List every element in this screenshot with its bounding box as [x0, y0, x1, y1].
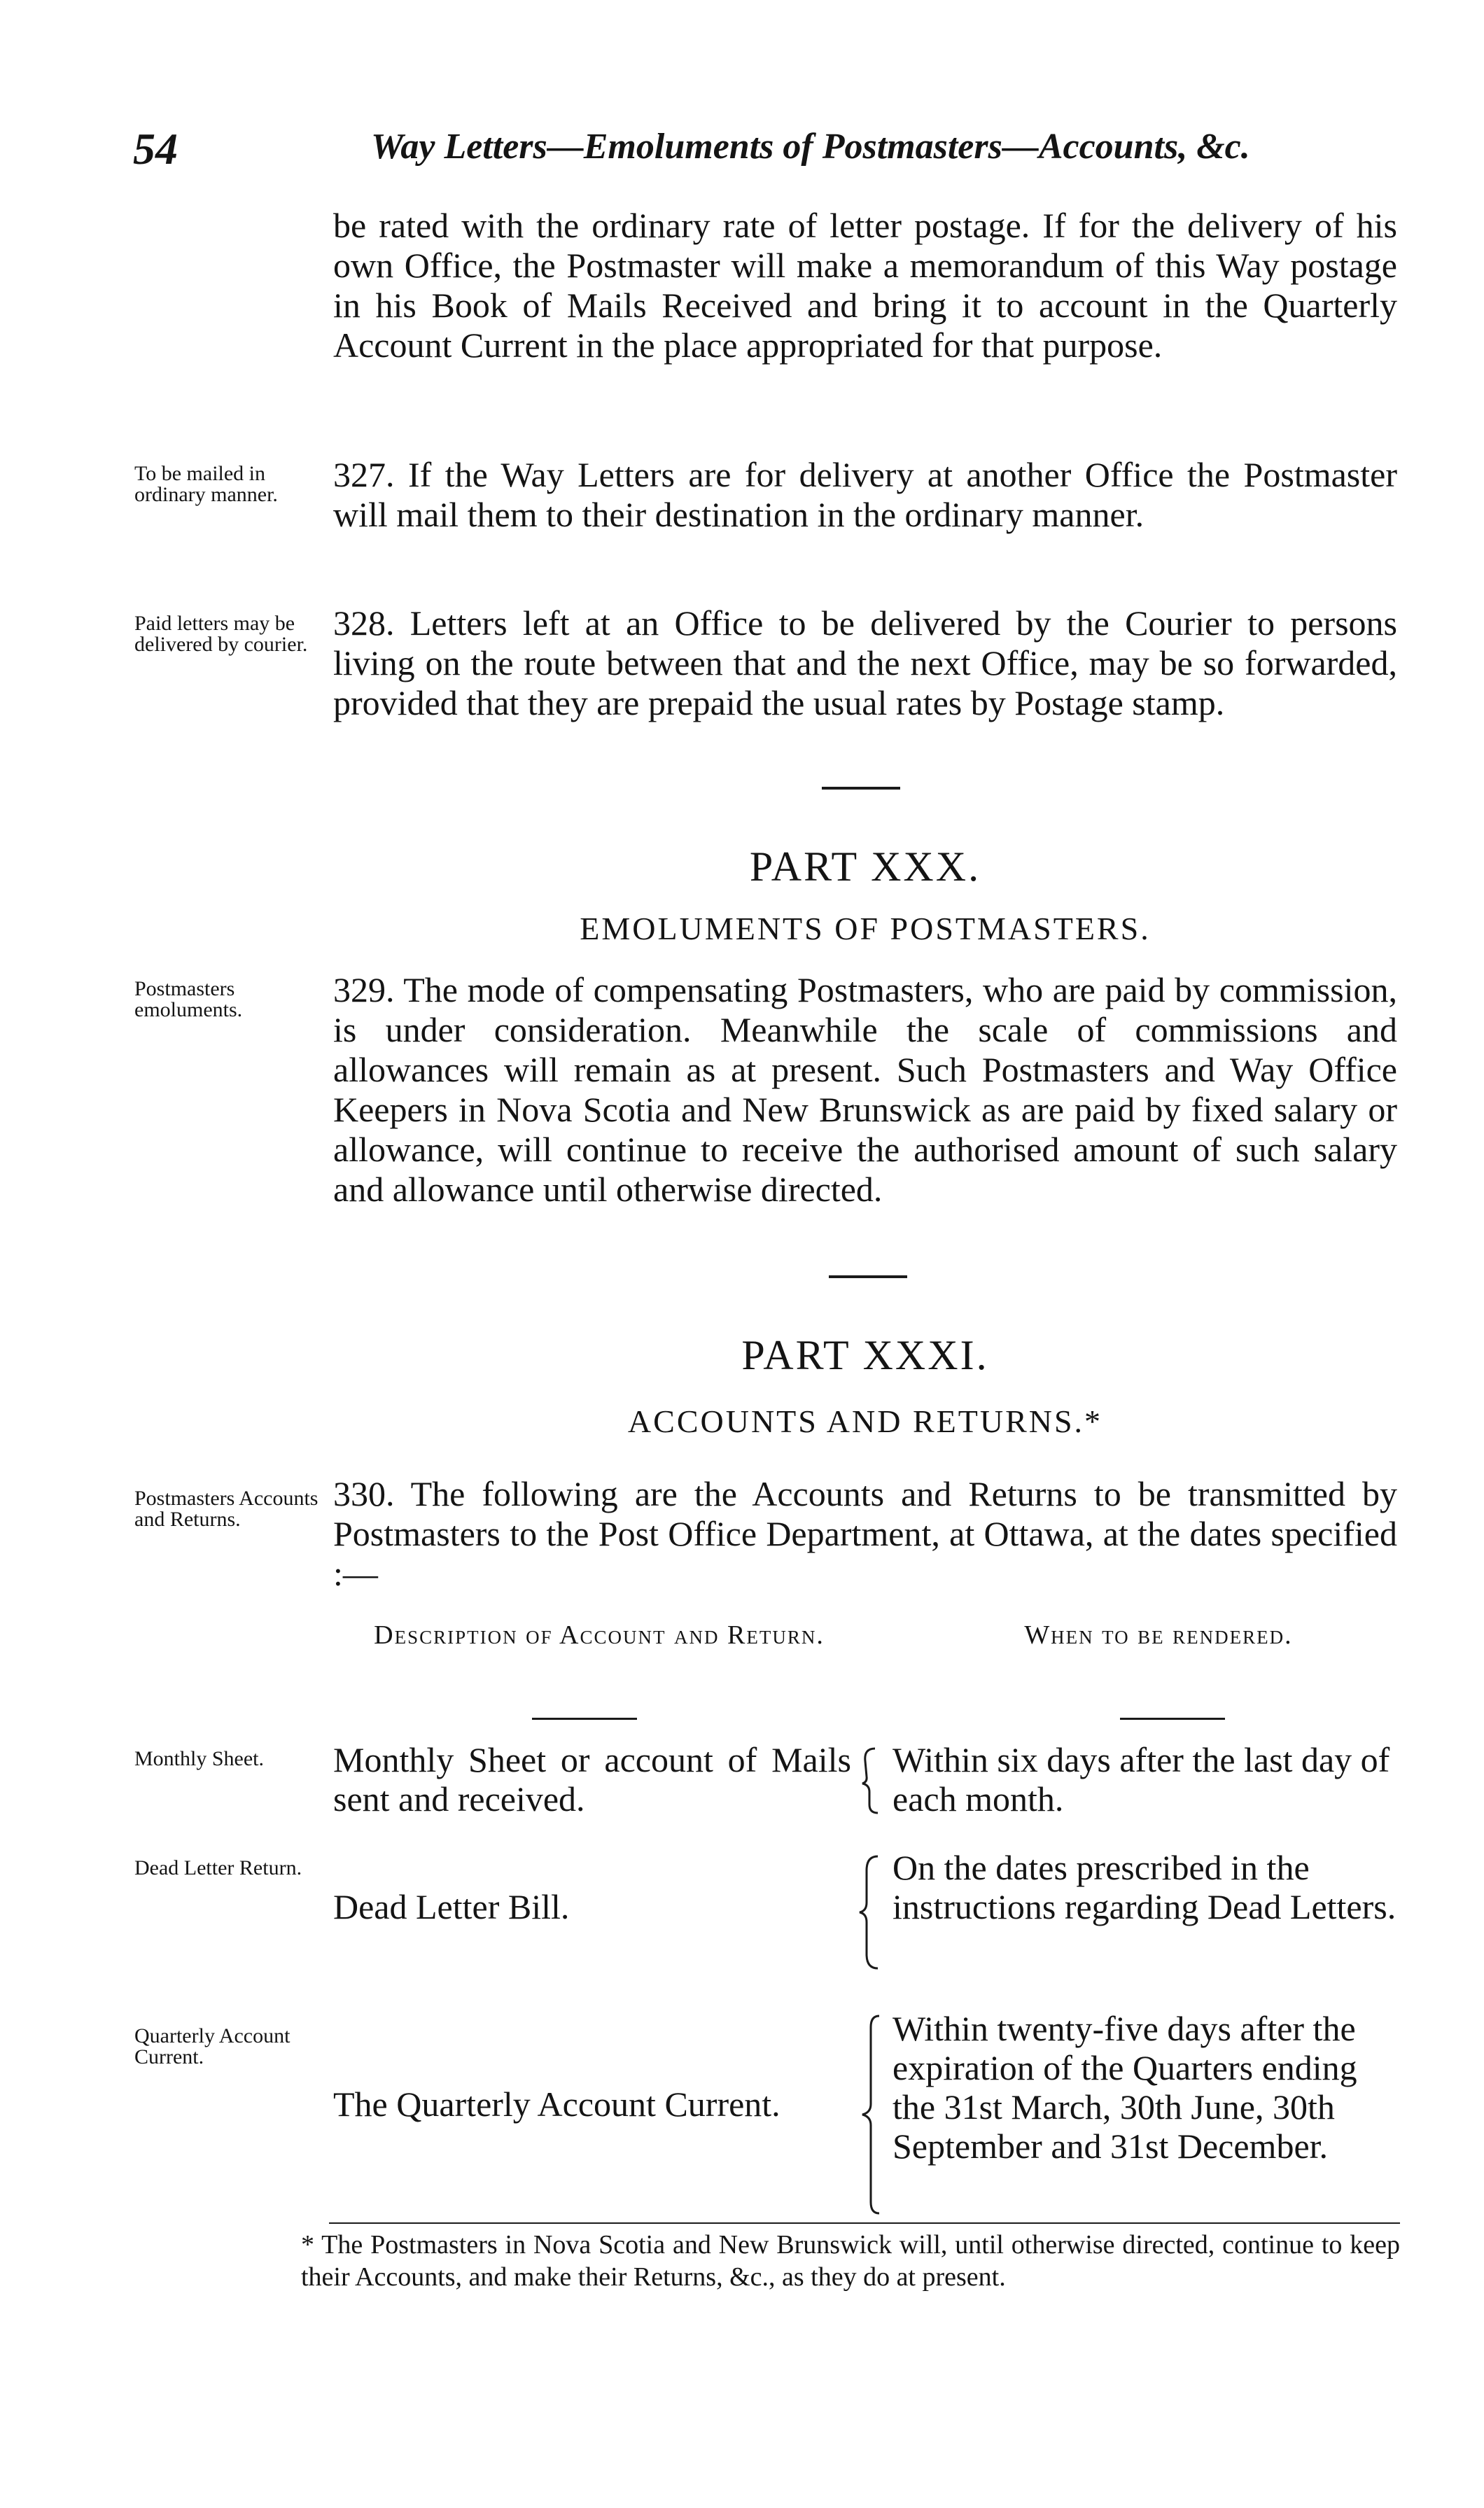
part-xxx-subtitle: EMOLUMENTS OF POSTMASTERS.	[580, 911, 1151, 946]
table-row-description: The Quarterly Account Current.	[333, 2085, 780, 2124]
margin-note-monthly: Monthly Sheet.	[134, 1747, 264, 1770]
margin-note-dead-letter: Dead Letter Return.	[134, 1856, 302, 1879]
part-xxxi-title: PART XXXI.	[741, 1332, 989, 1378]
margin-note-329: Postmasters emoluments.	[134, 977, 243, 1021]
margin-note-328: Paid letters may be delivered by courier.	[134, 612, 308, 656]
footnote: * The Postmasters in Nova Scotia and New Brunswick will, until otherwise directed, continue to keep their Accounts, and make their Returns, &c., as they do at present.	[301, 2230, 1400, 2292]
brace-icon	[854, 1854, 885, 1971]
margin-note-quarterly: Quarterly Account Current.	[134, 2024, 290, 2068]
paragraph-328: 328. Letters left at an Office to be delivered by the Courier to persons living on the route between that and the next Office, may be so forwarded, provided that they are prepaid the usual rates by Postage stamp.	[333, 603, 1397, 722]
margin-note-327: To be mailed in ordinary manner.	[134, 462, 278, 506]
divider-rule	[829, 1275, 907, 1278]
margin-note-330: Postmasters Accounts and Returns.	[134, 1487, 318, 1531]
column-header-when: When to be rendered.	[1024, 1620, 1293, 1650]
brace-icon	[854, 1746, 885, 1816]
table-row-description: Dead Letter Bill.	[333, 1887, 570, 1926]
paragraph-327: 327. If the Way Letters are for delivery at another Office the Postmaster will mail them to their destination in the ordinary manner.	[333, 455, 1397, 534]
part-xxxi-subtitle: ACCOUNTS AND RETURNS.*	[627, 1403, 1103, 1439]
column-rule	[532, 1718, 637, 1720]
footnote-rule	[329, 2222, 1400, 2224]
column-header-description: Description of Account and Return.	[374, 1620, 825, 1650]
table-row-when: Within twenty-five days after the expiration of the Quarters ending the 31st March, 30th June, 30th September and 31st December.	[892, 2009, 1357, 2166]
table-row-when: Within six days after the last day of each month.	[892, 1740, 1390, 1819]
brace-icon	[854, 2013, 885, 2216]
paragraph-continuation: be rated with the ordinary rate of letter postage. If for the delivery of his own Office, the Postmaster will make a memorandum of this Way postage in his Book of Mails Received and bring it to account in the Quarterly Account Current in the place appropriated for that purpose.	[333, 206, 1397, 365]
running-head: Way Letters—Emoluments of Postmasters—Accounts, &c.	[371, 127, 1250, 167]
part-xxx-title: PART XXX.	[749, 843, 981, 890]
table-row-description: Monthly Sheet or account of Mails sent and received.	[333, 1740, 851, 1819]
table-row-when: On the dates prescribed in the instructions regarding Dead Letters.	[892, 1848, 1396, 1926]
page-number: 54	[133, 124, 178, 174]
divider-rule	[822, 787, 900, 790]
column-rule	[1120, 1718, 1225, 1720]
paragraph-329: 329. The mode of compensating Postmasters, who are paid by commission, is under consideration. Meanwhile the scale of commissions and allowances will remain as at present. Such Postmasters and Way Office Keepers in Nova Scotia and New Brunswick as are paid by fixed salary or allowance, will continue to receive the authorised amount of such salary and allowance until otherwise directed.	[333, 970, 1397, 1209]
paragraph-330: 330. The following are the Accounts and Returns to be transmitted by Postmasters to the Post Office Department, at Ottawa, at the dates specified :—	[333, 1474, 1397, 1593]
page-header	[0, 123, 1484, 179]
